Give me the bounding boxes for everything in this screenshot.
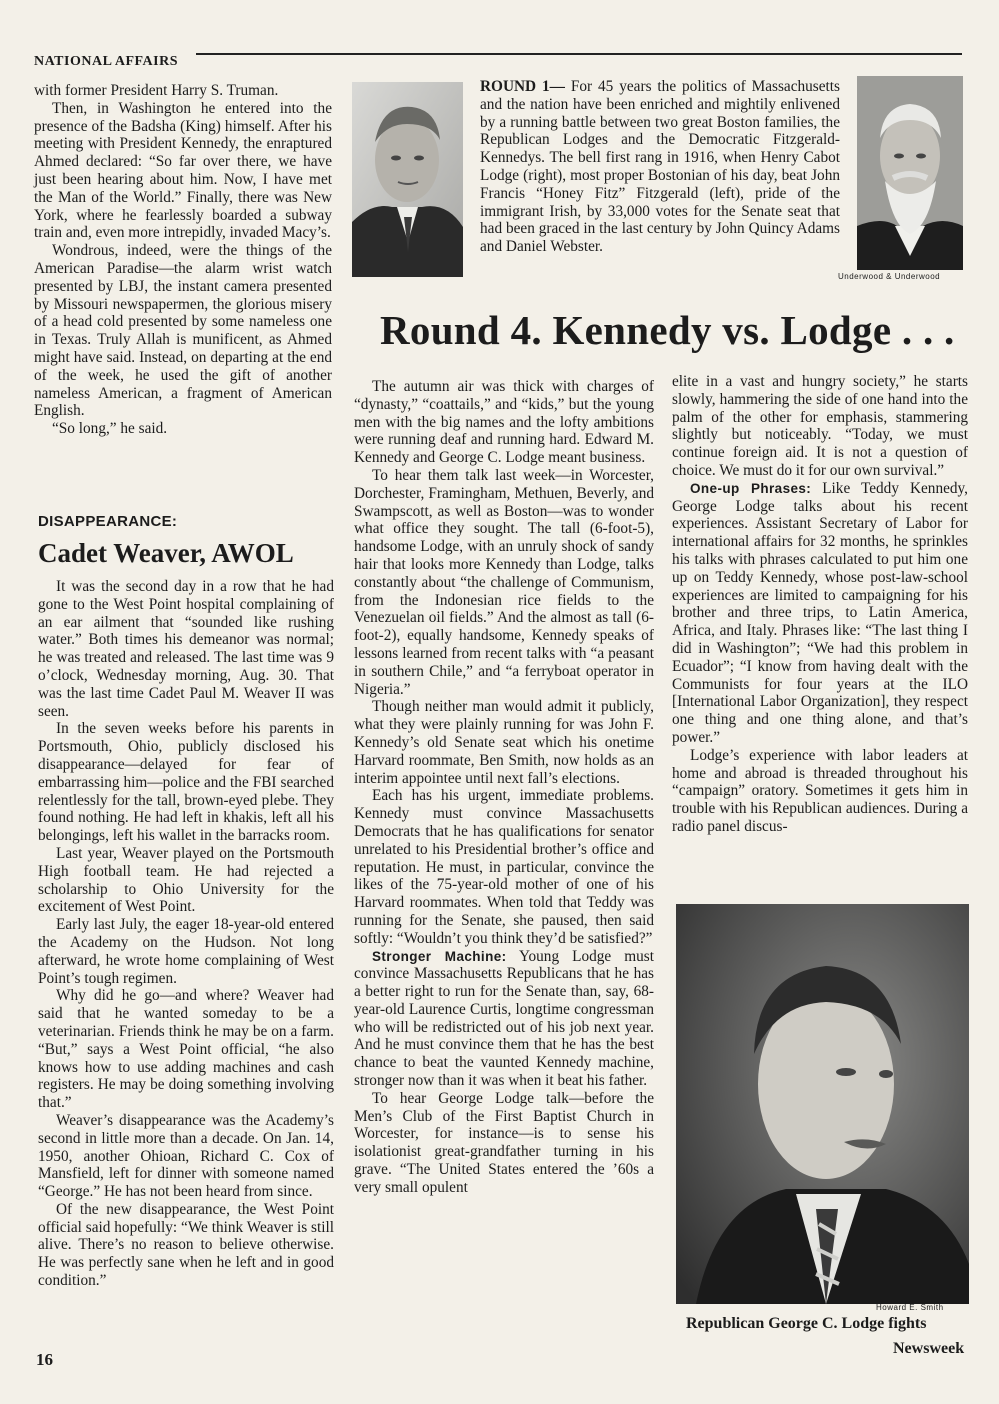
subhead-stronger-machine: Stronger Machine: <box>372 948 507 964</box>
photo-credit-underwood: Underwood & Underwood <box>838 272 941 281</box>
paragraph: Though neither man would admit it publicly, what they were plainly running for was John F. Kennedy’s old Senate seat which his onetime Harvard roommate, Ben Smith, now holds as an interim appointee until next fall’s elections. <box>354 698 654 787</box>
headline: Round 4. Kennedy vs. Lodge . . . <box>380 307 955 353</box>
story-title: Cadet Weaver, AWOL <box>38 538 294 568</box>
paragraph: “So long,” he said. <box>52 420 168 438</box>
photo-henry-cabot-lodge <box>857 76 963 270</box>
portrait-image <box>676 904 969 1304</box>
paragraph: Lodge’s experience with labor leaders at home and abroad is threaded throughout his “campaign” oratory. Sometimes it gets him in trouble with his Republican audiences. During a radio panel discus- <box>672 746 968 835</box>
magazine-name: Newsweek <box>893 1340 965 1357</box>
paragraph: elite in a vast and hungry society,” he starts slowly, hammering the side of one hand into the palm of the other for emphasis, stammering slightly but noticeably. “Today, we must continue foreign aid. It is not a question of choice. We must do it for our own survival.” <box>672 373 968 479</box>
header-rule <box>196 53 962 55</box>
round-1-text <box>480 78 840 256</box>
paragraph: Why did he go—and where? Weaver had said that he wanted someday to be a veterinarian. Friends think he may be on a farm. “But,” says a West Point official, “he also knows how to use adding machines and cash registers. He may be doing something involving that.” <box>38 987 334 1112</box>
section-header: NATIONAL AFFAIRS <box>34 54 179 69</box>
paragraph: Of the new disappearance, the West Point official said hopefully: “We think Weaver is still alive. There’s no reason to believe otherwise. He was perfectly sane when he left and in good condition.” <box>38 1200 334 1290</box>
subhead-one-up-phrases: One-up Phrases: <box>690 480 812 496</box>
paragraph: Like Teddy Kennedy, George Lodge talks about his recent experiences. Assistant Secretary of Labor for international affairs for 32 months, he sprinkles his talks with phrases calculated to put him one up on Teddy Kennedy, whose post-law-school experiences are limited to campaigning for his brother and three trips, to Latin America, Africa, and Italy. Phrases like: “The last thing I did in Washington”; “We had this problem in Ecuador”; “I know from having dealt with the Communists for four years at the ILO [International Labor Organization], they respect one thing and one thing alone, and that’s power.” <box>672 479 969 746</box>
column-1-top <box>34 82 332 438</box>
photo-caption: Republican George C. Lodge fights <box>686 1315 927 1332</box>
portrait-image <box>352 82 463 277</box>
paragraph: The autumn air was thick with charges of “dynasty,” “coattails,” and “kids,” but the young men with the big names and the lofty ambitions were running deaf and running hard. Edward M. Kennedy and George C. Lodge meant business. <box>354 378 654 467</box>
photo-fitzgerald <box>352 82 463 277</box>
paragraph: Then, in Washington he entered into the presence of the Badsha (King) himself. After his meeting with President Kennedy, the enraptured Ahmed declared: “So far over there, we have just been hearing about him. Now, I have met the Man of the World.” Finally, there was New York, where he fearlessly boarded a subway train and, even more intrepidly, invaded Macy’s. <box>34 99 332 242</box>
paragraph: Weaver’s disappearance was the Academy’s second in little more than a decade. On Jan. 14, 1950, another Ohioan, Richard C. Cox of Mansfield, left for dinner with someone named “George.” He has not been heard from since. <box>38 1111 334 1201</box>
paragraph: To hear George Lodge talk—before the Men’s Club of the First Baptist Church in Worcester, for instance—is to sense his isolationist great-grandfather turning in his grave. “The United States entered the ’60s a very small opulent <box>354 1089 654 1196</box>
paragraph: Young Lodge must convince Massachusetts Republicans that he has a better right to run for the Senate than, say, 68-year-old Laurence Curtis, longtime congressman who will be redistricted out of his job next year. And he must convince them that he has the best chance to beat the vaunted Kennedy machine, stronger now than it was when it beat his father. <box>354 947 654 1090</box>
paragraph: It was the second day in a row that he had gone to the West Point hospital complaining of an ear ailment that “sounded like rushing water.” Both times his demeanor was normal; he was treated and released. The last time was 9 o’clock, Wednesday morning, Aug. 30. That was the last time Cadet Paul M. Weaver II was seen. <box>38 578 334 720</box>
paragraph: In the seven weeks before his parents in Portsmouth, Ohio, publicly disclosed his disappearance—delayed for fear of embarrassing him—police and the FBI searched relentlessly for the tall, brown-eyed plebe. They found nothing. He had left in khakis, left all his belongings, left his wallet in the barracks room. <box>38 720 334 845</box>
paragraph: Each has his urgent, immediate problems. Kennedy must convince Massachusetts Democrats that he has qualifications for senator unrelated to his Presidential brother’s office and reputation. He must, in particular, convince the likes of the 75-year-old mother of one of his Harvard roommates. When told that Teddy was running for the Senate, she paused, then said softly: “Wouldn’t you think they’d be satisfied?” <box>354 787 654 947</box>
photo-george-lodge <box>676 904 969 1304</box>
paragraph: with former President Harry S. Truman. <box>34 82 279 99</box>
kicker-disappearance: DISAPPEARANCE: <box>38 513 178 530</box>
column-2 <box>354 378 654 1197</box>
round-1-body: For 45 years the politics of Massachusetts and the nation have been enriched and mightily enlivened by a running battle between two great Boston families, the Republican Lodges and the Democratic Fitzgerald-Kennedys. The bell first rang in 1916, when Henry Cabot Lodge (right), most proper Bostonian of his day, beat John Francis “Honey Fitz” Fitzgerald (left), pride of the immigrant Irish, by 33,000 votes for the Senate seat that had been graced in the last century by John Quincy Adams and Daniel Webster. <box>480 78 841 256</box>
column-3 <box>672 373 968 836</box>
round-1-lead: ROUND 1— <box>480 78 565 95</box>
portrait-image <box>857 76 963 270</box>
page-number: 16 <box>36 1350 53 1369</box>
paragraph: Early last July, the eager 18-year-old entered the Academy on the Hudson. Not long afterward, he wrote home complaining of West Point’s tough regimen. <box>38 916 334 987</box>
paragraph: Last year, Weaver played on the Portsmouth High football team. He had rejected a scholarship to Ohio University for the excitement of West Point. <box>38 844 334 916</box>
photo-credit-howard-smith: Howard E. Smith <box>876 1303 944 1312</box>
paragraph: Wondrous, indeed, were the things of the American Paradise—the alarm wrist watch presented by LBJ, the instant camera presented by Missouri newspapermen, the glorious misery of a head cold presented by some nameless one in Texas. Truly Allah is munificent, as Ahmed might have said. Instead, on departing at the end of the week, he used the gift of another nameless American, a fragment of American English. <box>34 242 332 420</box>
paragraph: To hear them talk last week—in Worcester, Dorchester, Framingham, Methuen, Beverly, and Swampscott, as well as Boston—was to wonder what office they sought. The tall (6-foot-5), handsome Lodge, with an unruly shock of sandy hair that looks more Kennedy than Lodge, talks constantly about “the challenge of Communism, from the Indonesian rice fields to the Venezuelan oil fields.” And the almost as tall (6-foot-2), equally handsome, Kennedy speaks of lessons learned from recent talks with “a peasant in southern Chile,” and “a ferryboat operator in Nigeria.” <box>354 466 654 698</box>
column-1-story <box>38 578 334 1290</box>
